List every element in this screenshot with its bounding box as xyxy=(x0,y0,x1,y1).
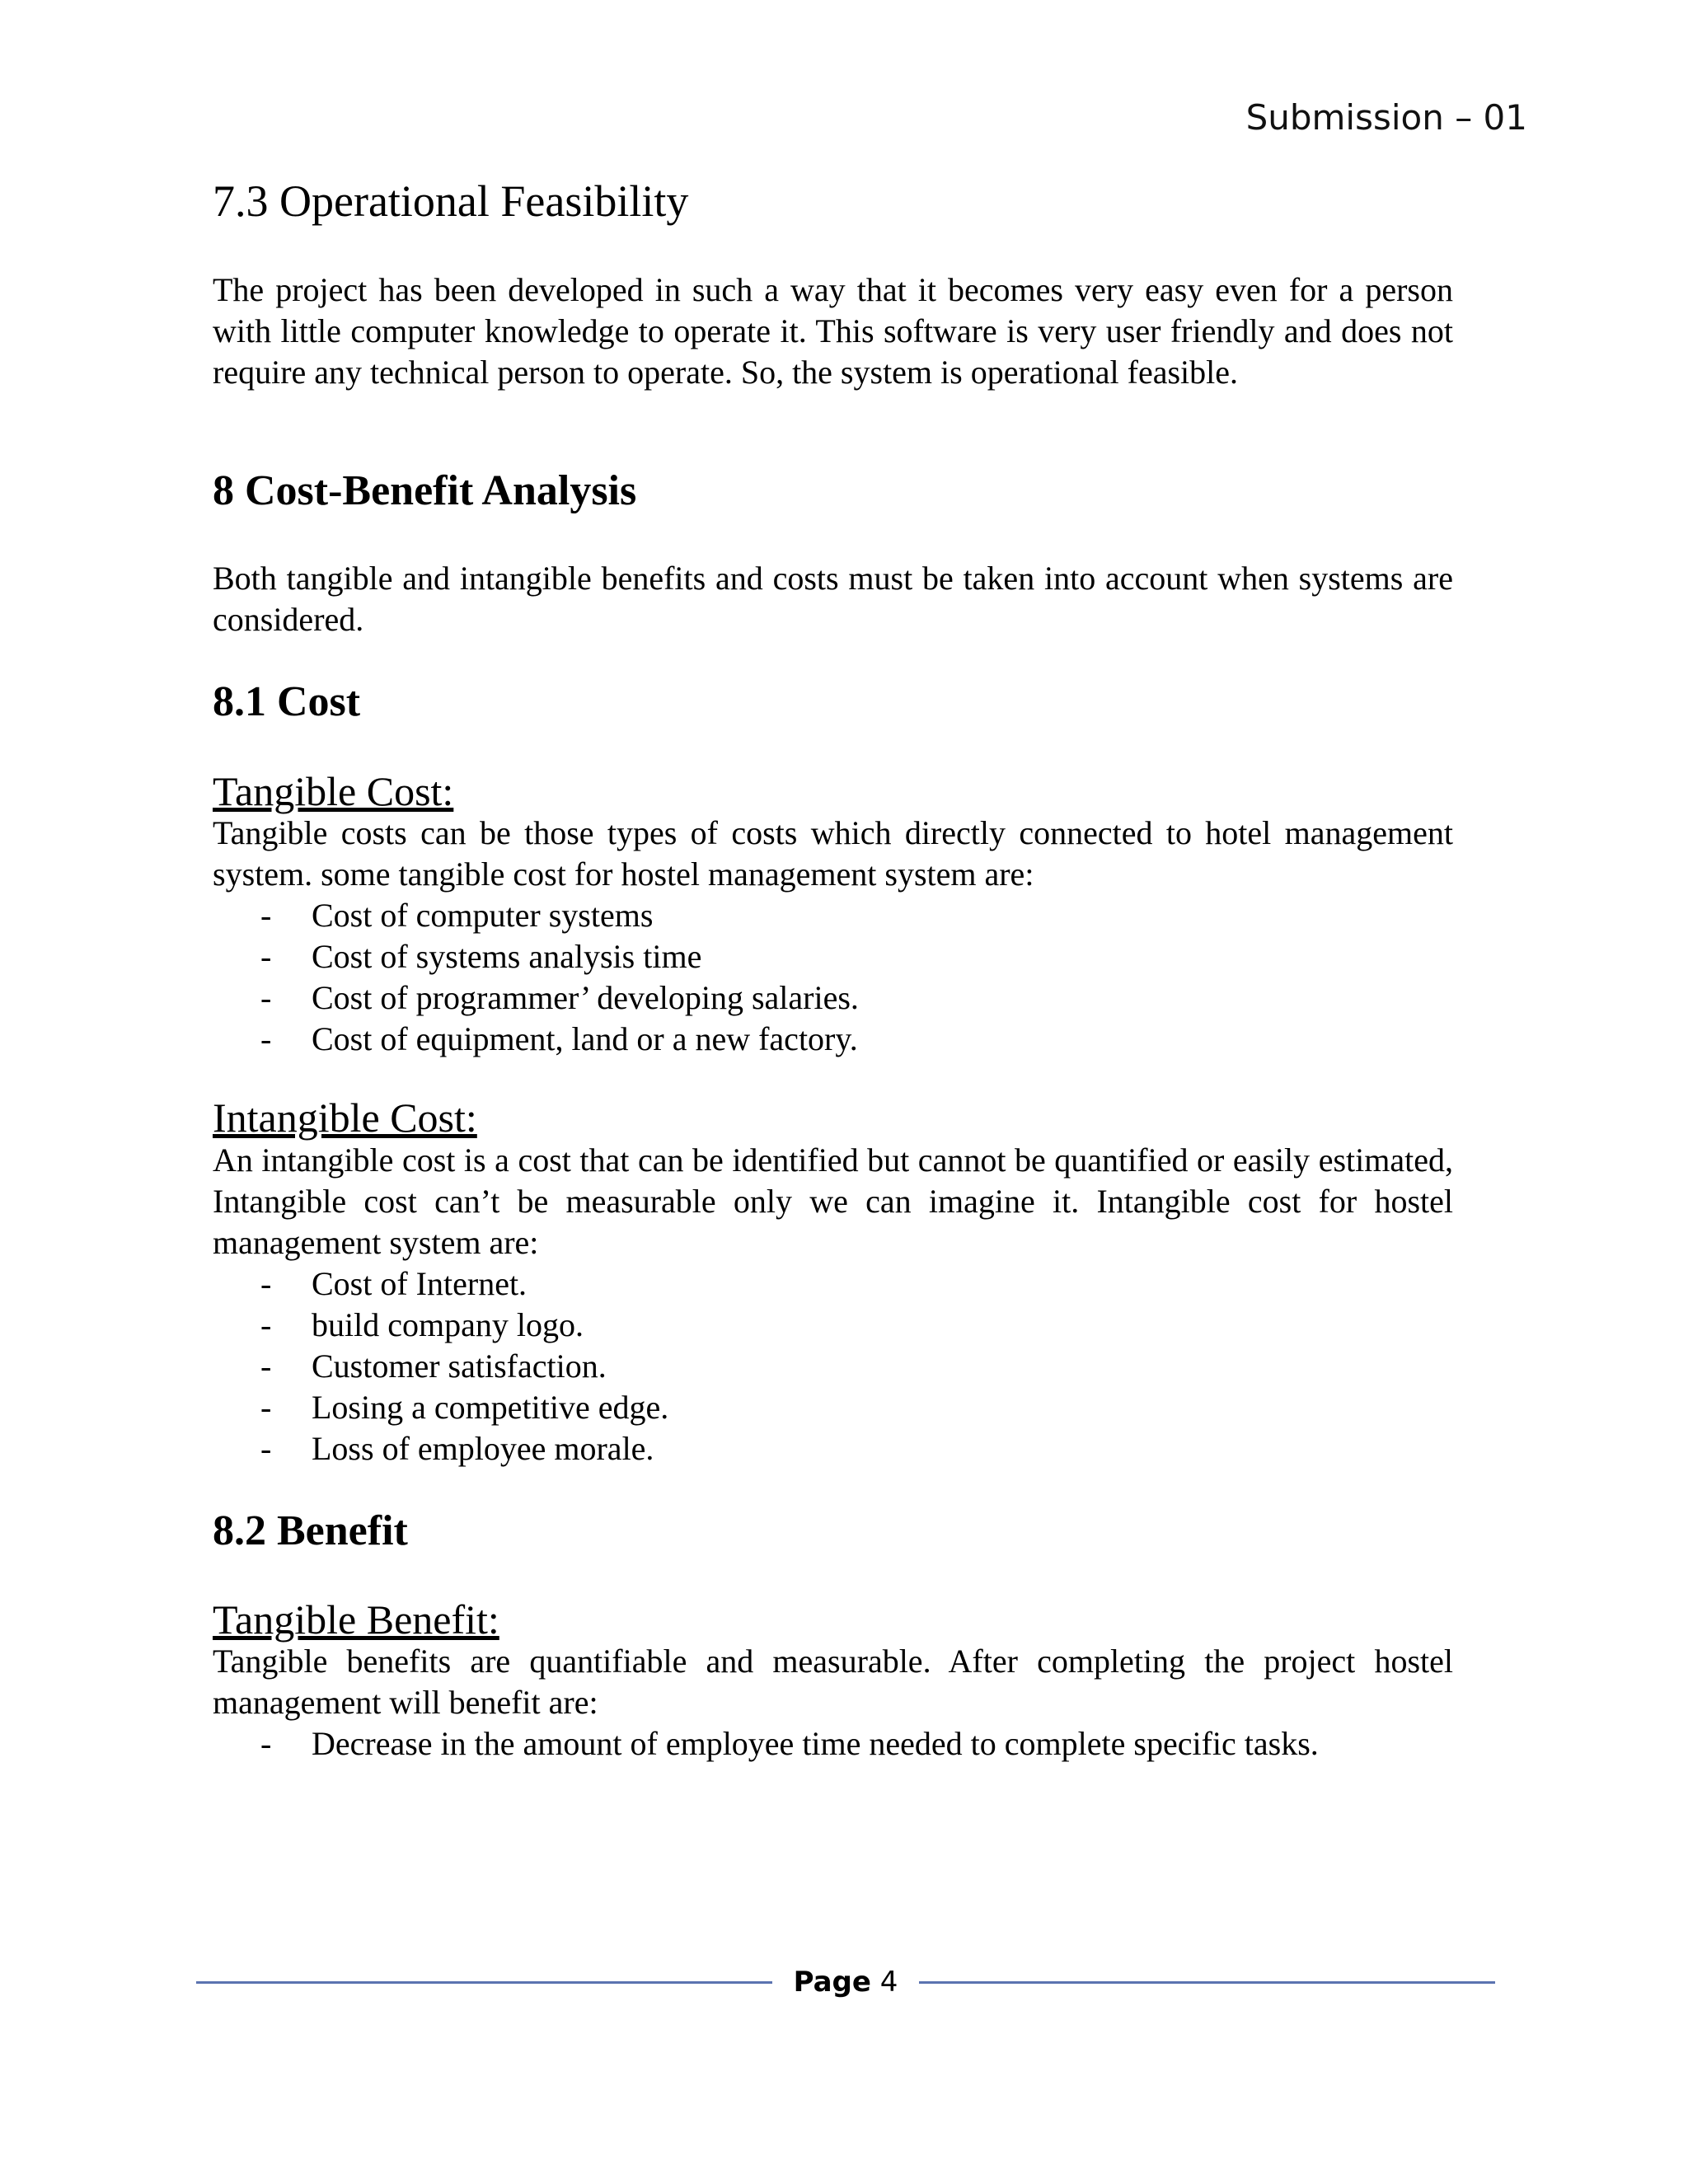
list-item: - build company logo. xyxy=(260,1305,1453,1346)
heading-cost-benefit-analysis: 8 Cost-Benefit Analysis xyxy=(213,466,637,514)
paragraph-tangible-cost: Tangible costs can be those types of costs which directly connected to hotel management system. some tangible cost for hostel management system are: xyxy=(213,814,1453,893)
list-item: - Cost of equipment, land or a new factory. xyxy=(260,1019,1453,1060)
paragraph-tangible-benefit: Tangible benefits are quantifiable and measurable. After completing the project hostel management will benefit are: xyxy=(213,1643,1453,1722)
list-tangible-benefit xyxy=(213,1723,1453,1765)
list-marker: - xyxy=(260,897,272,935)
list-item: - Cost of programmer’ developing salaries. xyxy=(260,977,1453,1019)
paragraph-intangible-cost: An intangible cost is a cost that can be identified but cannot be quantified or easily estimated, Intangible cost can’t be measurable only we can imagine it. Intangible cost for hostel management system are: xyxy=(213,1141,1453,1261)
list-item: - Loss of employee morale. xyxy=(260,1428,1453,1469)
list-marker: - xyxy=(260,1725,272,1763)
list-marker: - xyxy=(260,1347,272,1385)
list-item: - Decrease in the amount of employee time needed to complete specific tasks. xyxy=(260,1723,1453,1765)
heading-cost: 8.1 Cost xyxy=(213,678,361,726)
list-marker: - xyxy=(260,1429,272,1467)
list-intangible-cost xyxy=(213,1263,1453,1469)
list-marker: - xyxy=(260,1388,272,1426)
list-item: - Losing a competitive edge. xyxy=(260,1387,1453,1428)
document-body xyxy=(213,175,1453,1765)
subheading-tangible-cost: Tangible Cost: xyxy=(213,767,454,814)
footer-rule-right xyxy=(919,1981,1495,1984)
list-marker: - xyxy=(260,1264,272,1302)
paragraph-operational-feasibility: The project has been developed in such a way that it becomes very easy even for a person with little computer knowledge to operate it. This software is very user friendly and does not require any technical person to operate. So, the system is operational feasible. xyxy=(213,270,1453,391)
paragraph-cost-benefit-analysis: Both tangible and intangible benefits and costs must be taken into account when systems are considered. xyxy=(213,560,1453,639)
page-number-value: 4 xyxy=(879,1966,898,1999)
list-tangible-cost xyxy=(213,895,1453,1060)
submission-label: Submission – 01 xyxy=(1245,97,1527,138)
list-item: - Cost of systems analysis time xyxy=(260,936,1453,977)
subheading-intangible-cost: Intangible Cost: xyxy=(213,1094,477,1141)
footer-rule-left xyxy=(196,1981,772,1984)
heading-benefit: 8.2 Benefit xyxy=(213,1507,408,1554)
list-marker: - xyxy=(260,1305,272,1343)
page-number xyxy=(772,1966,920,1999)
page-footer xyxy=(196,1957,1495,2007)
list-marker: - xyxy=(260,938,272,976)
page-label: Page xyxy=(793,1966,871,1999)
list-marker: - xyxy=(260,1020,272,1058)
list-item: - Customer satisfaction. xyxy=(260,1346,1453,1387)
subheading-tangible-benefit: Tangible Benefit: xyxy=(213,1596,499,1643)
heading-operational-feasibility: 7.3 Operational Feasibility xyxy=(213,176,689,226)
list-item: - Cost of Internet. xyxy=(260,1263,1453,1305)
list-item: - Cost of computer systems xyxy=(260,895,1453,936)
list-marker: - xyxy=(260,979,272,1017)
